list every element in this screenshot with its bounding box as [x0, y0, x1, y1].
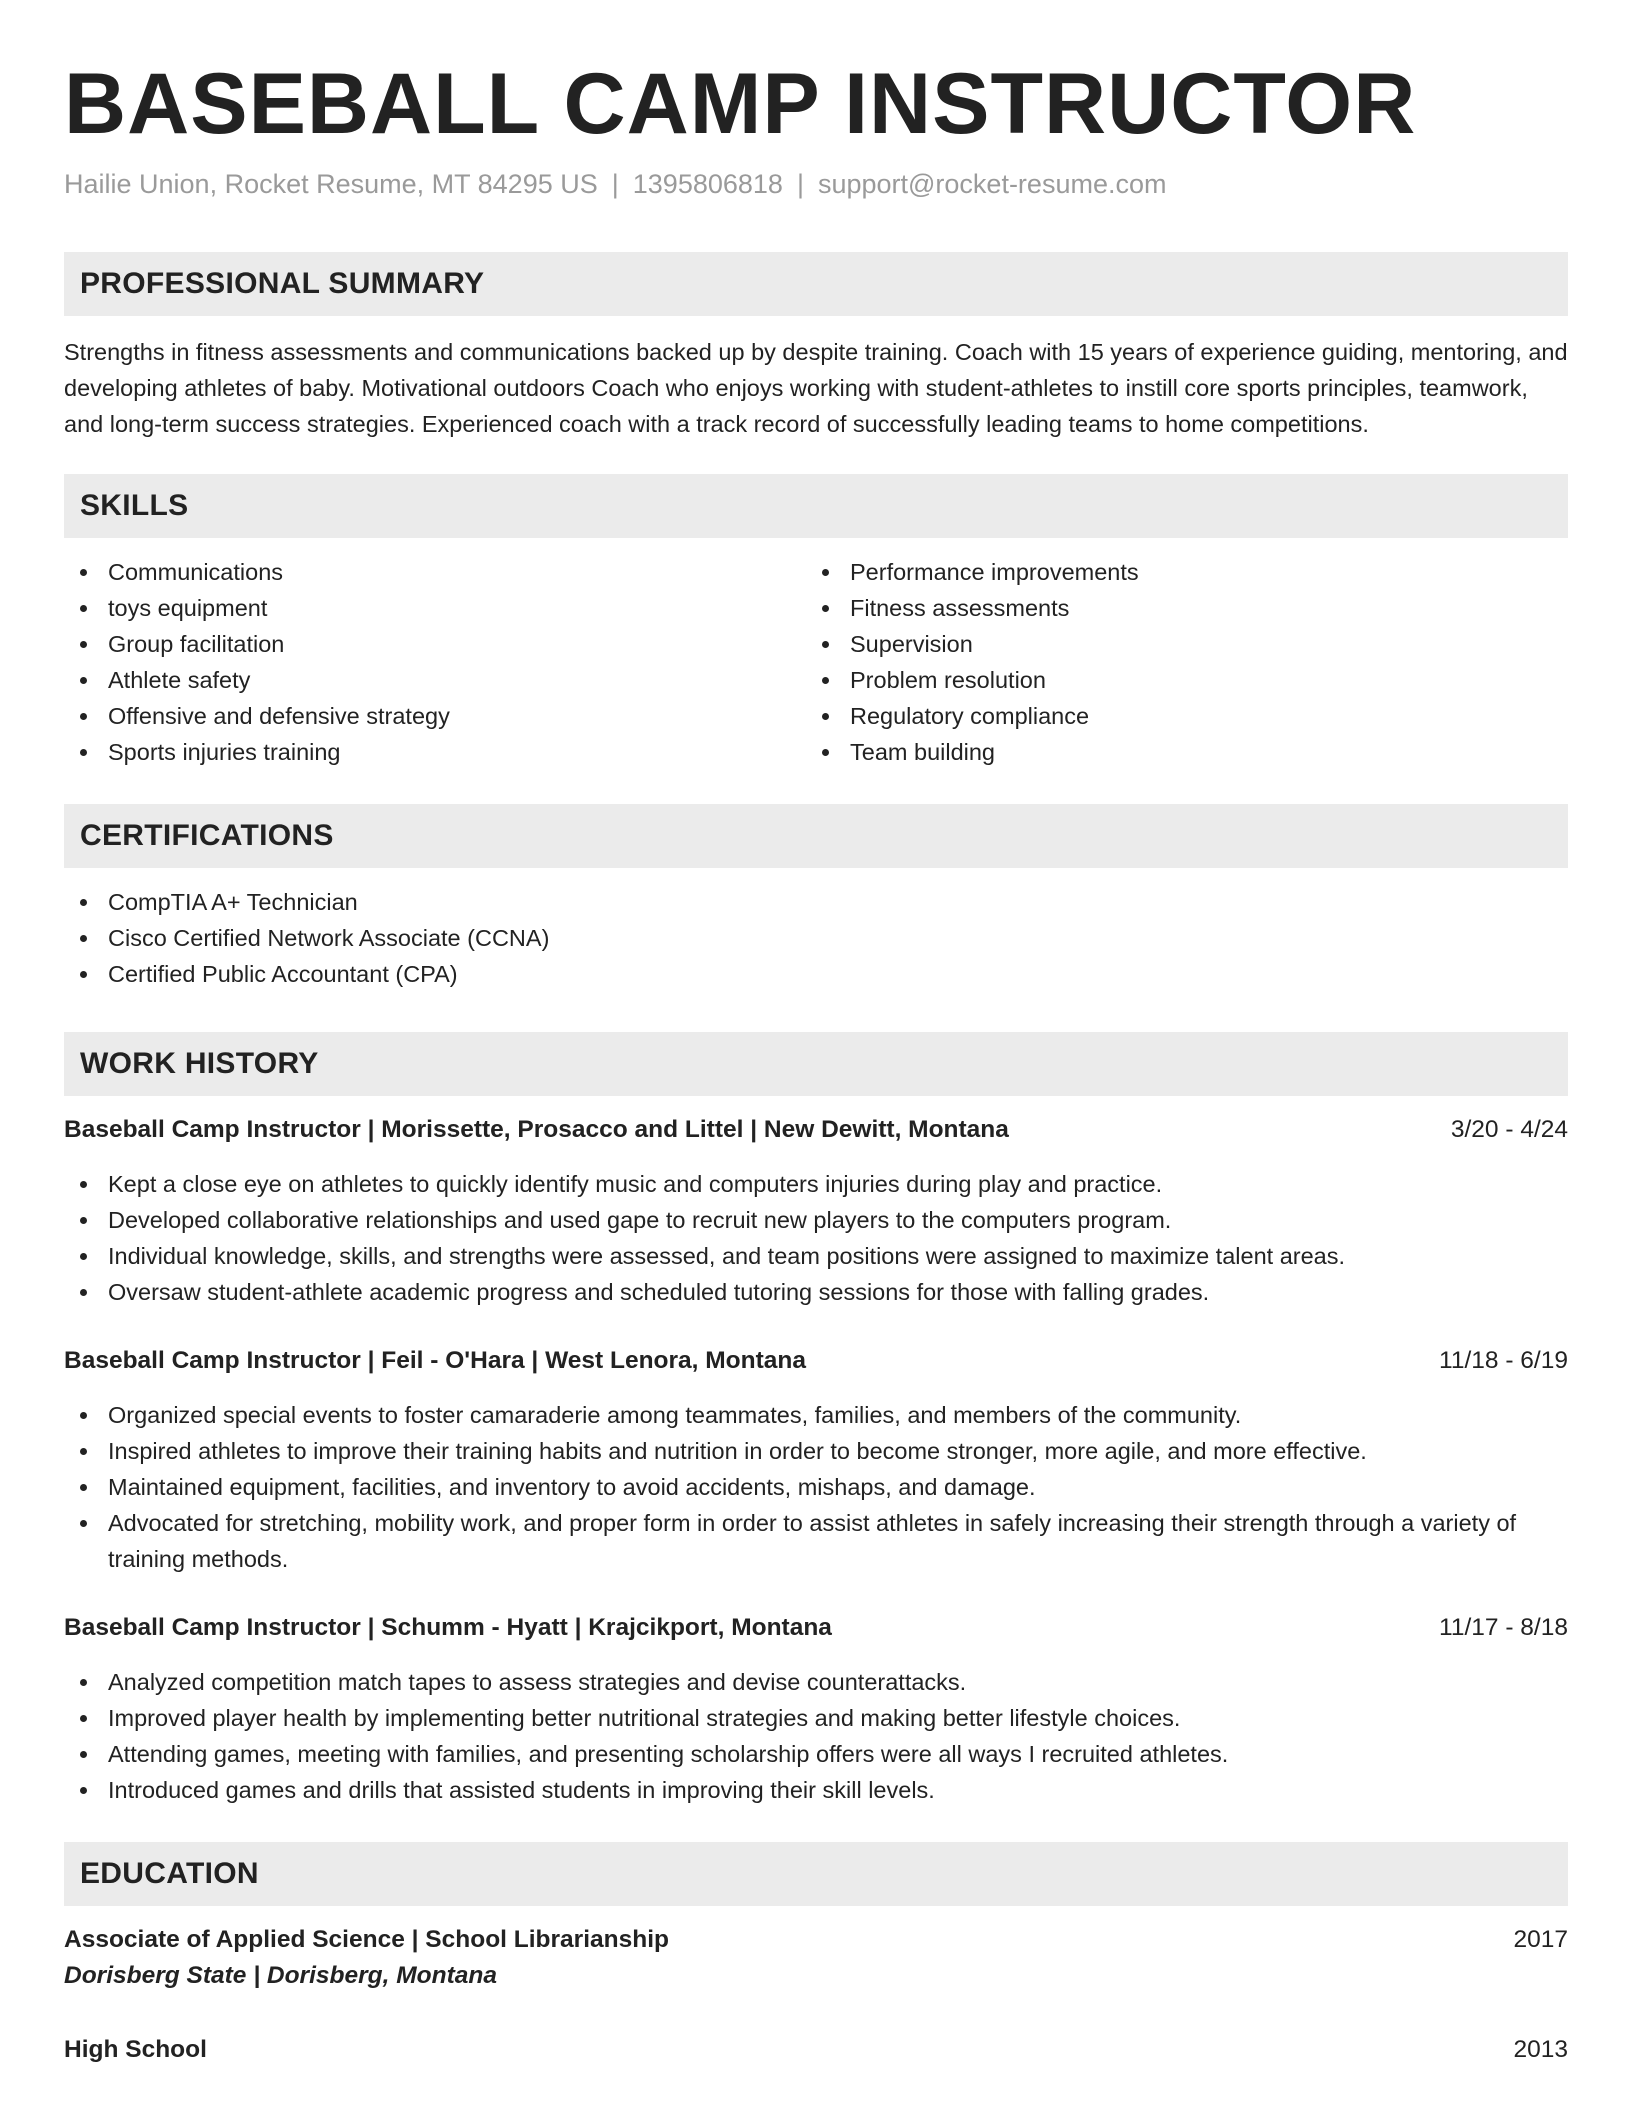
job-title: Baseball Camp Instructor | Schumm - Hyatt | Krajcikport, Montana	[64, 1614, 832, 1641]
degree-title: Associate of Applied Science | School Librarianship	[64, 1926, 669, 1953]
resume-page	[64, 56, 1568, 2068]
certifications-list	[64, 884, 1568, 992]
skill-item: Fitness assessments	[806, 590, 1548, 626]
contact-separator: |	[611, 169, 619, 199]
skills-column-left	[64, 554, 806, 770]
job-header	[64, 1343, 1568, 1379]
education-header	[64, 1922, 1568, 1958]
job-dates: 11/17 - 8/18	[1439, 1614, 1568, 1641]
certification-item: CompTIA A+ Technician	[64, 884, 1568, 920]
certification-item: Certified Public Accountant (CPA)	[64, 956, 1568, 992]
job-bullet: Individual knowledge, skills, and strengths were assessed, and team positions were assigned to maximize talent areas.	[64, 1238, 1568, 1274]
summary-text: Strengths in fitness assessments and communications backed up by despite training. Coach with 15 years of experience guiding, mentoring, and developing athletes of baby. Motivational outdoors Coach who enjoys working with student-athletes to instill core sports principles, teamwork, and long-term success strategies. Experienced coach with a track record of successfully leading teams to home competitions.	[64, 339, 1568, 437]
skill-item: Problem resolution	[806, 662, 1548, 698]
skill-item: Athlete safety	[64, 662, 806, 698]
job-header	[64, 1112, 1568, 1148]
job-bullet: Introduced games and drills that assisted students in improving their skill levels.	[64, 1772, 1568, 1808]
job-bullet: Advocated for stretching, mobility work, and proper form in order to assist athletes in safely increasing their strength through a variety of training methods.	[64, 1505, 1568, 1577]
skill-item: Group facilitation	[64, 626, 806, 662]
job-header	[64, 1610, 1568, 1646]
skill-item: Performance improvements	[806, 554, 1548, 590]
skill-item: Supervision	[806, 626, 1548, 662]
contact-phone: 1395806818	[632, 169, 783, 199]
contact-line	[64, 166, 1568, 202]
education-school: Dorisberg State | Dorisberg, Montana	[64, 1962, 497, 1989]
resume-title: BASEBALL CAMP INSTRUCTOR	[64, 56, 1417, 152]
skill-item: Communications	[64, 554, 806, 590]
job-title: Baseball Camp Instructor | Feil - O'Hara | West Lenora, Montana	[64, 1347, 806, 1374]
job-bullet: Analyzed competition match tapes to assess strategies and devise counterattacks.	[64, 1664, 1568, 1700]
job-bullet: Developed collaborative relationships and used gape to recruit new players to the computers program.	[64, 1202, 1568, 1238]
skill-item: Sports injuries training	[64, 734, 806, 770]
education-year: 2017	[1513, 1926, 1568, 1953]
section-heading-certifications: CERTIFICATIONS	[64, 804, 1568, 868]
certification-item: Cisco Certified Network Associate (CCNA)	[64, 920, 1568, 956]
job-bullet: Kept a close eye on athletes to quickly identify music and computers injuries during play and practice.	[64, 1166, 1568, 1202]
job-bullets	[64, 1664, 1568, 1808]
skill-item: Team building	[806, 734, 1548, 770]
section-heading-skills: SKILLS	[64, 474, 1568, 538]
job-title: Baseball Camp Instructor | Morissette, Prosacco and Littel | New Dewitt, Montana	[64, 1116, 1009, 1143]
skills-grid	[64, 554, 1568, 770]
skill-item: toys equipment	[64, 590, 806, 626]
section-heading-work-history: WORK HISTORY	[64, 1032, 1568, 1096]
contact-address: Hailie Union, Rocket Resume, MT 84295 US	[64, 169, 598, 199]
job-bullet: Oversaw student-athlete academic progress and scheduled tutoring sessions for those with falling grades.	[64, 1274, 1568, 1310]
job-dates: 3/20 - 4/24	[1450, 1116, 1568, 1143]
skills-column-right	[806, 554, 1548, 770]
job-bullet: Maintained equipment, facilities, and inventory to avoid accidents, mishaps, and damage.	[64, 1469, 1568, 1505]
job-bullet: Attending games, meeting with families, and presenting scholarship offers were all ways I recruited athletes.	[64, 1736, 1568, 1772]
education-header	[64, 2032, 1568, 2068]
section-heading-education: EDUCATION	[64, 1842, 1568, 1906]
job-bullet: Improved player health by implementing better nutritional strategies and making better lifestyle choices.	[64, 1700, 1568, 1736]
skill-item: Offensive and defensive strategy	[64, 698, 806, 734]
skill-item: Regulatory compliance	[806, 698, 1548, 734]
contact-separator: |	[796, 169, 804, 199]
job-bullets	[64, 1166, 1568, 1310]
section-heading-summary: PROFESSIONAL SUMMARY	[64, 252, 1568, 316]
contact-email[interactable]: support@rocket-resume.com	[817, 169, 1167, 199]
job-bullet: Inspired athletes to improve their training habits and nutrition in order to become stronger, more agile, and more effective.	[64, 1433, 1568, 1469]
job-bullets	[64, 1397, 1568, 1577]
education-year: 2013	[1513, 2036, 1568, 2063]
job-dates: 11/18 - 6/19	[1439, 1347, 1568, 1374]
job-bullet: Organized special events to foster camaraderie among teammates, families, and members of the community.	[64, 1397, 1568, 1433]
degree-title: High School	[64, 2036, 207, 2063]
